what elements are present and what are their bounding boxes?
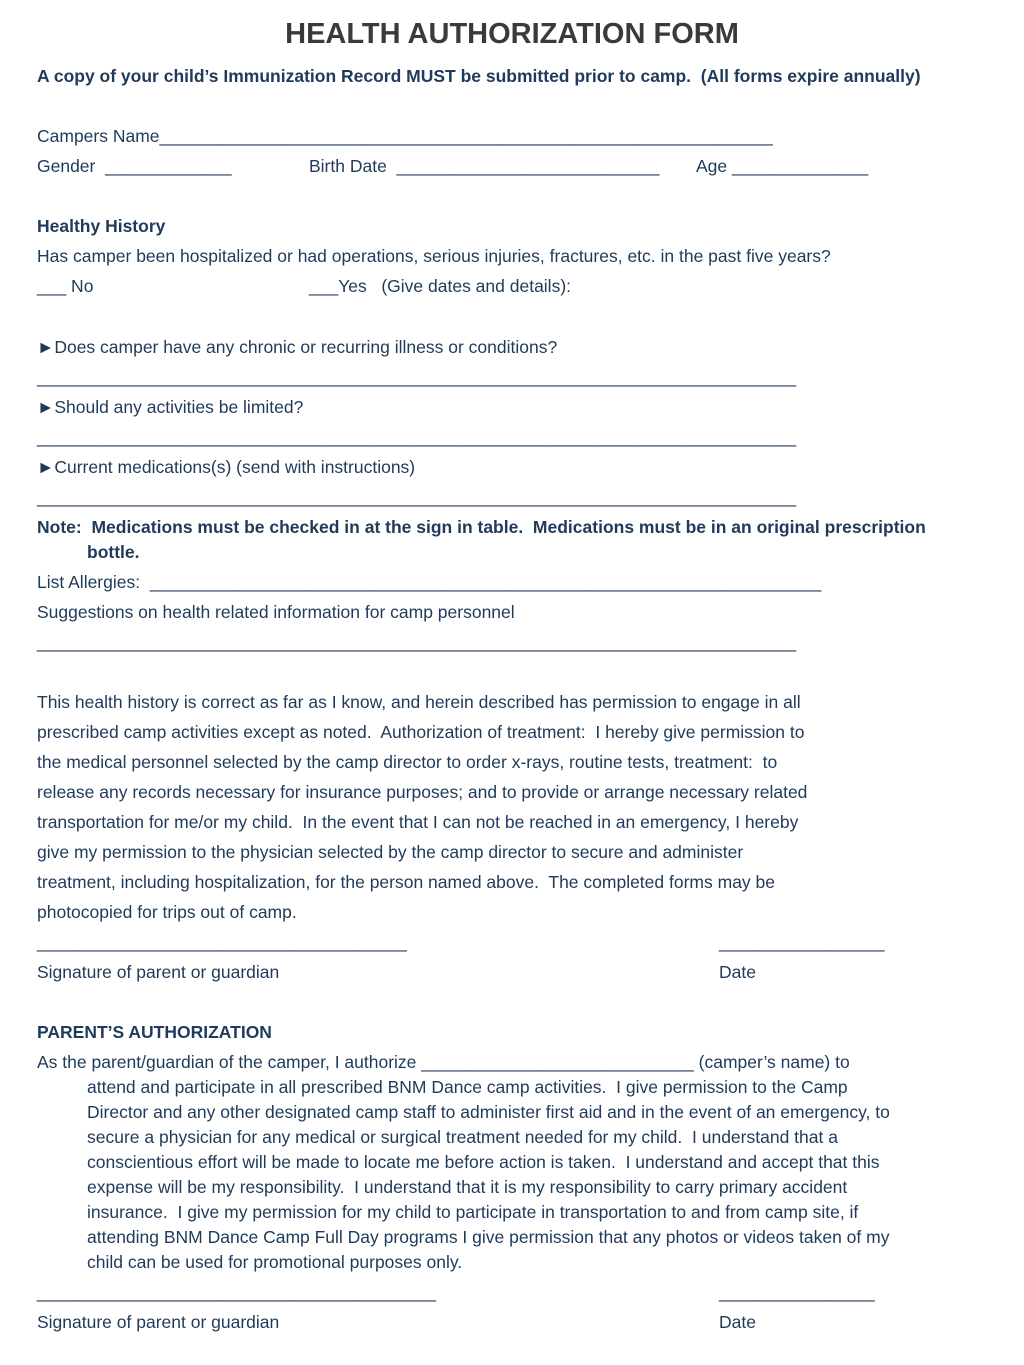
- parent-authorization-first-line[interactable]: As the parent/guardian of the camper, I authorize ____________________________ (camper’s name) to: [37, 1052, 850, 1072]
- activities-limited-question: ►Should any activities be limited?: [37, 397, 304, 417]
- medications-question: ►Current medications(s) (send with instructions): [37, 457, 416, 477]
- date-line-2[interactable]: ________________: [719, 1282, 875, 1302]
- consent-line: This health history is correct as far as I know, and herein described has permission to engage in all: [37, 692, 801, 712]
- signature-line-1[interactable]: ______________________________________: [37, 932, 407, 952]
- parent-authorization-heading: PARENT’S AUTHORIZATION: [37, 1022, 272, 1042]
- parent-authorization-line: secure a physician for any medical or surgical treatment needed for my child. I understand that a: [87, 1127, 838, 1147]
- consent-line: give my permission to the physician selected by the camp director to secure and administer: [37, 842, 744, 862]
- signature-line-2[interactable]: _________________________________________: [37, 1282, 437, 1302]
- age-field[interactable]: Age ______________: [696, 156, 869, 176]
- parent-authorization-line: attending BNM Dance Camp Full Day programs I give permission that any photos or videos taken of my: [87, 1227, 890, 1247]
- parent-authorization-line: insurance. I give my permission for my child to participate in transportation to and from camp site, if: [87, 1202, 859, 1222]
- date-label-1: Date: [719, 962, 756, 982]
- suggestions-blank[interactable]: ______________________________________________________________________________: [37, 632, 797, 652]
- activities-limited-blank[interactable]: ______________________________________________________________________________: [37, 427, 797, 447]
- consent-line: treatment, including hospitalization, for the person named above. The completed forms may be: [37, 872, 775, 892]
- parent-authorization-line: expense will be my responsibility. I understand that it is my responsibility to carry primary accident: [87, 1177, 848, 1197]
- medication-note-cont: bottle.: [87, 542, 140, 562]
- hospitalized-question: Has camper been hospitalized or had operations, serious injuries, fractures, etc. in the past five years?: [37, 246, 831, 266]
- medication-note: Note: Medications must be checked in at the sign in table. Medications must be in an original prescription: [37, 517, 926, 537]
- campers-name-field[interactable]: Campers Name_______________________________________________________________: [37, 126, 773, 146]
- health-history-heading: Healthy History: [37, 216, 166, 236]
- chronic-illness-blank[interactable]: ______________________________________________________________________________: [37, 367, 797, 387]
- parent-authorization-line: child can be used for promotional purposes only.: [87, 1252, 463, 1272]
- consent-line: release any records necessary for insurance purposes; and to provide or arrange necessary related: [37, 782, 808, 802]
- parent-authorization-line: attend and participate in all prescribed BNM Dance camp activities. I give permission to the Camp: [87, 1077, 848, 1097]
- consent-line: transportation for me/or my child. In the event that I can not be reached in an emergency, I hereby: [37, 812, 799, 832]
- parent-authorization-line: conscientious effort will be made to locate me before action is taken. I understand and accept that this: [87, 1152, 880, 1172]
- immunization-notice: A copy of your child’s Immunization Record MUST be submitted prior to camp. (All forms expire annually): [37, 66, 921, 86]
- gender-field[interactable]: Gender _____________: [37, 156, 232, 176]
- consent-line: the medical personnel selected by the camp director to order x-rays, routine tests, treatment: to: [37, 752, 778, 772]
- yes-option[interactable]: ___Yes (Give dates and details):: [309, 276, 572, 296]
- birth-date-field[interactable]: Birth Date ___________________________: [309, 156, 660, 176]
- medications-blank[interactable]: ______________________________________________________________________________: [37, 487, 797, 507]
- suggestions-label: Suggestions on health related information for camp personnel: [37, 602, 515, 622]
- no-option[interactable]: ___ No: [37, 276, 94, 296]
- form-title: HEALTH AUTHORIZATION FORM: [285, 18, 739, 50]
- date-label-2: Date: [719, 1312, 756, 1332]
- parent-authorization-line: Director and any other designated camp staff to administer first aid and in the event of an emergency, to: [87, 1102, 890, 1122]
- allergies-field[interactable]: List Allergies: _____________________________________________________________________: [37, 572, 822, 592]
- consent-line: prescribed camp activities except as noted. Authorization of treatment: I hereby give permission to: [37, 722, 805, 742]
- chronic-illness-question: ►Does camper have any chronic or recurring illness or conditions?: [37, 337, 558, 357]
- signature-label-1: Signature of parent or guardian: [37, 962, 280, 982]
- consent-line: photocopied for trips out of camp.: [37, 902, 297, 922]
- date-line-1[interactable]: _________________: [719, 932, 885, 952]
- signature-label-2: Signature of parent or guardian: [37, 1312, 280, 1332]
